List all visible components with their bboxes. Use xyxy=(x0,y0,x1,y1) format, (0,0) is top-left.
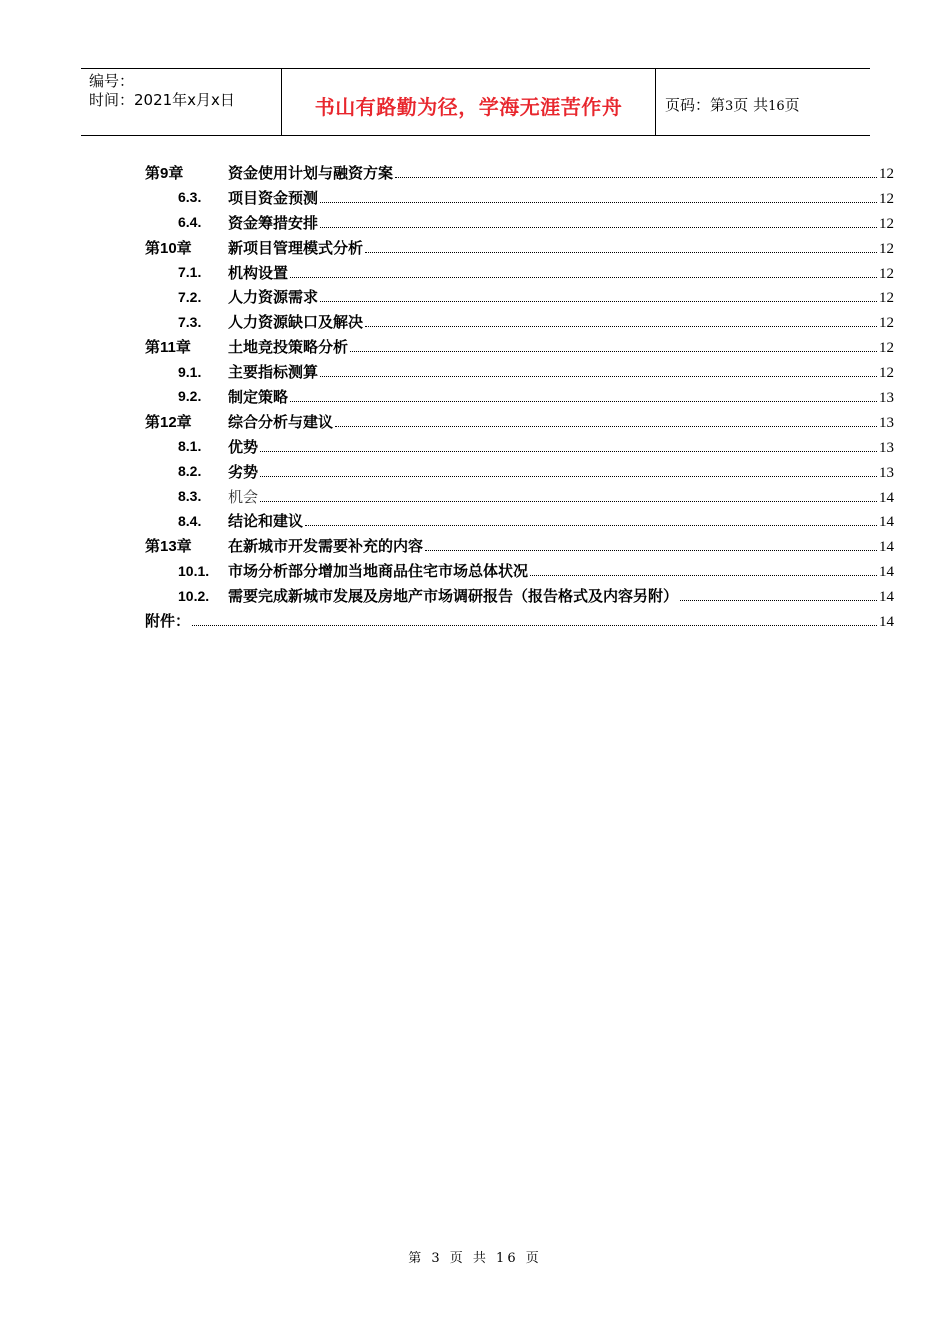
page-footer: 第 3 页 共 16 页 xyxy=(408,1251,542,1266)
toc-entry-number: 第9章 xyxy=(145,164,184,182)
toc-entry[interactable] xyxy=(145,583,894,608)
toc-entry-body xyxy=(228,486,894,507)
toc-entry[interactable] xyxy=(145,508,894,533)
toc-entry[interactable] xyxy=(145,160,894,185)
toc-entry-page: 14 xyxy=(879,539,894,556)
toc-entry-number: 8.3. xyxy=(178,488,202,505)
toc-leader-dots xyxy=(320,226,877,228)
toc-leader-dots xyxy=(425,549,877,551)
toc-entry-title: 土地竞投策略分析 xyxy=(228,338,349,357)
toc-entry-title: 优势 xyxy=(228,437,259,456)
toc-entry-body xyxy=(228,187,894,208)
toc-entry-number: 10.1. xyxy=(178,562,210,579)
toc-entry-number: 第13章 xyxy=(145,538,192,556)
toc-leader-dots xyxy=(395,176,877,178)
toc-entry-title: 资金筹措安排 xyxy=(228,213,319,232)
toc-entry-title: 在新城市开发需要补充的内容 xyxy=(228,537,424,556)
toc-entry-body xyxy=(228,510,894,531)
toc-entry-body xyxy=(145,610,894,631)
toc-leader-dots xyxy=(365,251,877,253)
toc-entry[interactable] xyxy=(145,484,894,509)
toc-entry-title: 劣势 xyxy=(228,462,259,481)
page-suffix: 页 xyxy=(784,96,800,114)
toc-entry-page: 12 xyxy=(879,215,894,232)
toc-entry-number: 第11章 xyxy=(145,339,191,357)
toc-entry-body xyxy=(228,535,894,556)
toc-entry[interactable] xyxy=(145,185,894,210)
toc-entry[interactable] xyxy=(145,309,894,334)
toc-entry-page: 14 xyxy=(879,564,894,581)
toc-entry-page: 12 xyxy=(879,190,894,207)
page-total: 16 xyxy=(768,99,785,114)
toc-entry-title: 制定策略 xyxy=(228,387,289,406)
toc-entry-number: 7.1. xyxy=(178,264,202,280)
toc-leader-dots xyxy=(530,574,877,576)
toc-entry-number: 7.3. xyxy=(178,313,202,330)
toc-entry-title: 需要完成新城市发展及房地产市场调研报告（报告格式及内容另附） xyxy=(228,587,679,606)
header-divider xyxy=(655,69,656,136)
number-label: 编号： xyxy=(89,72,135,90)
toc-entry[interactable] xyxy=(145,334,894,359)
header-page-info xyxy=(665,94,800,115)
toc-leader-dots xyxy=(320,300,877,302)
toc-entry[interactable] xyxy=(145,558,894,583)
page-current: 3 xyxy=(725,99,734,114)
toc-entry-page: 12 xyxy=(879,240,894,257)
toc-entry[interactable] xyxy=(145,608,894,633)
toc-entry-body xyxy=(228,411,894,432)
toc-entry-body xyxy=(228,336,894,357)
toc-entry-title: 资金使用计划与融资方案 xyxy=(228,163,394,182)
toc-leader-dots xyxy=(365,325,877,327)
toc-entry-body xyxy=(228,286,894,307)
toc-entry-title: 主要指标测算 xyxy=(228,363,319,382)
toc-leader-dots xyxy=(350,350,877,352)
toc-entry-title: 新项目管理模式分析 xyxy=(228,238,364,257)
page-mid: 页 共 xyxy=(733,96,769,114)
toc-leader-dots xyxy=(260,475,877,477)
header-motto: 书山有路勤为径，学海无涯苦作舟 xyxy=(314,95,623,119)
toc-entry-page: 14 xyxy=(879,613,894,630)
toc-leader-dots xyxy=(320,375,877,377)
toc-entry-number: 8.2. xyxy=(178,463,202,480)
toc-entry-page: 14 xyxy=(879,514,894,531)
toc-entry-page: 12 xyxy=(879,315,894,332)
time-label: 时间：2021年x月x日 xyxy=(89,91,235,109)
toc-entry-page: 12 xyxy=(879,265,894,282)
toc-entry-body xyxy=(228,386,894,407)
toc-leader-dots xyxy=(305,524,877,526)
toc-entry-page: 13 xyxy=(879,414,894,431)
toc-entry-page: 13 xyxy=(879,464,894,481)
toc-entry-number: 第10章 xyxy=(145,239,192,257)
toc-entry-body xyxy=(228,560,894,581)
toc-entry-body xyxy=(228,361,894,382)
toc-entry-title: 结论和建议 xyxy=(228,512,304,531)
toc-entry-body xyxy=(228,311,894,332)
toc-entry-page: 13 xyxy=(879,439,894,456)
toc-entry-number: 9.2. xyxy=(178,388,202,405)
toc-entry-body xyxy=(228,162,894,183)
toc-entry[interactable] xyxy=(145,210,894,235)
toc-entry-page: 14 xyxy=(879,489,894,506)
toc-entry-title: 人力资源缺口及解决 xyxy=(228,313,364,332)
toc-entry-title: 机构设置 xyxy=(228,263,289,282)
toc-entry[interactable] xyxy=(145,434,894,459)
toc-leader-dots xyxy=(260,500,877,502)
toc-leader-dots xyxy=(290,276,877,278)
toc-entry-number: 7.2. xyxy=(178,288,202,305)
toc-entry-title: 市场分析部分增加当地商品住宅市场总体状况 xyxy=(228,562,529,581)
toc-entry[interactable] xyxy=(145,384,894,409)
toc-entry-page: 12 xyxy=(879,290,894,307)
toc-entry[interactable] xyxy=(145,533,894,558)
toc-entry-number: 第12章 xyxy=(145,413,192,431)
toc-entry-page: 12 xyxy=(879,340,894,357)
toc-entry[interactable] xyxy=(145,359,894,384)
toc-leader-dots xyxy=(290,400,877,402)
toc-entry[interactable] xyxy=(145,235,894,260)
header-meta xyxy=(89,72,279,110)
toc-entry-body xyxy=(228,212,894,233)
toc-entry-number: 6.4. xyxy=(178,214,202,231)
toc-entry-title: 附件： xyxy=(145,611,191,630)
toc-entry[interactable] xyxy=(145,459,894,484)
toc-entry-body xyxy=(228,585,894,606)
toc-entry-body xyxy=(228,461,894,482)
toc-entry-body xyxy=(228,237,894,258)
toc-entry-page: 12 xyxy=(879,365,894,382)
toc-entry-number: 8.4. xyxy=(178,512,202,529)
toc-leader-dots xyxy=(260,450,877,452)
toc-entry-number: 9.1. xyxy=(178,363,202,380)
toc-entry-title: 综合分析与建议 xyxy=(228,412,334,431)
toc-leader-dots xyxy=(192,624,877,626)
toc-entry-title: 机会 xyxy=(228,487,259,506)
toc-entry-number: 10.2. xyxy=(178,587,210,604)
toc-entry-number: 6.3. xyxy=(178,189,202,206)
toc-entry[interactable] xyxy=(145,260,894,285)
toc-leader-dots xyxy=(680,599,877,601)
table-of-contents xyxy=(145,160,894,633)
toc-entry[interactable] xyxy=(145,409,894,434)
page-prefix: 页码：第 xyxy=(665,96,726,114)
page-header xyxy=(81,68,870,136)
toc-entry-body xyxy=(228,436,894,457)
toc-entry-body xyxy=(228,262,894,283)
toc-entry-title: 人力资源需求 xyxy=(228,288,319,307)
toc-entry-title: 项目资金预测 xyxy=(228,188,319,207)
toc-entry-number: 8.1. xyxy=(178,438,202,455)
toc-entry[interactable] xyxy=(145,284,894,309)
toc-entry-page: 12 xyxy=(879,165,894,182)
toc-leader-dots xyxy=(320,201,877,203)
toc-entry-page: 13 xyxy=(879,389,894,406)
toc-entry-page: 14 xyxy=(879,589,894,606)
toc-leader-dots xyxy=(335,425,877,427)
